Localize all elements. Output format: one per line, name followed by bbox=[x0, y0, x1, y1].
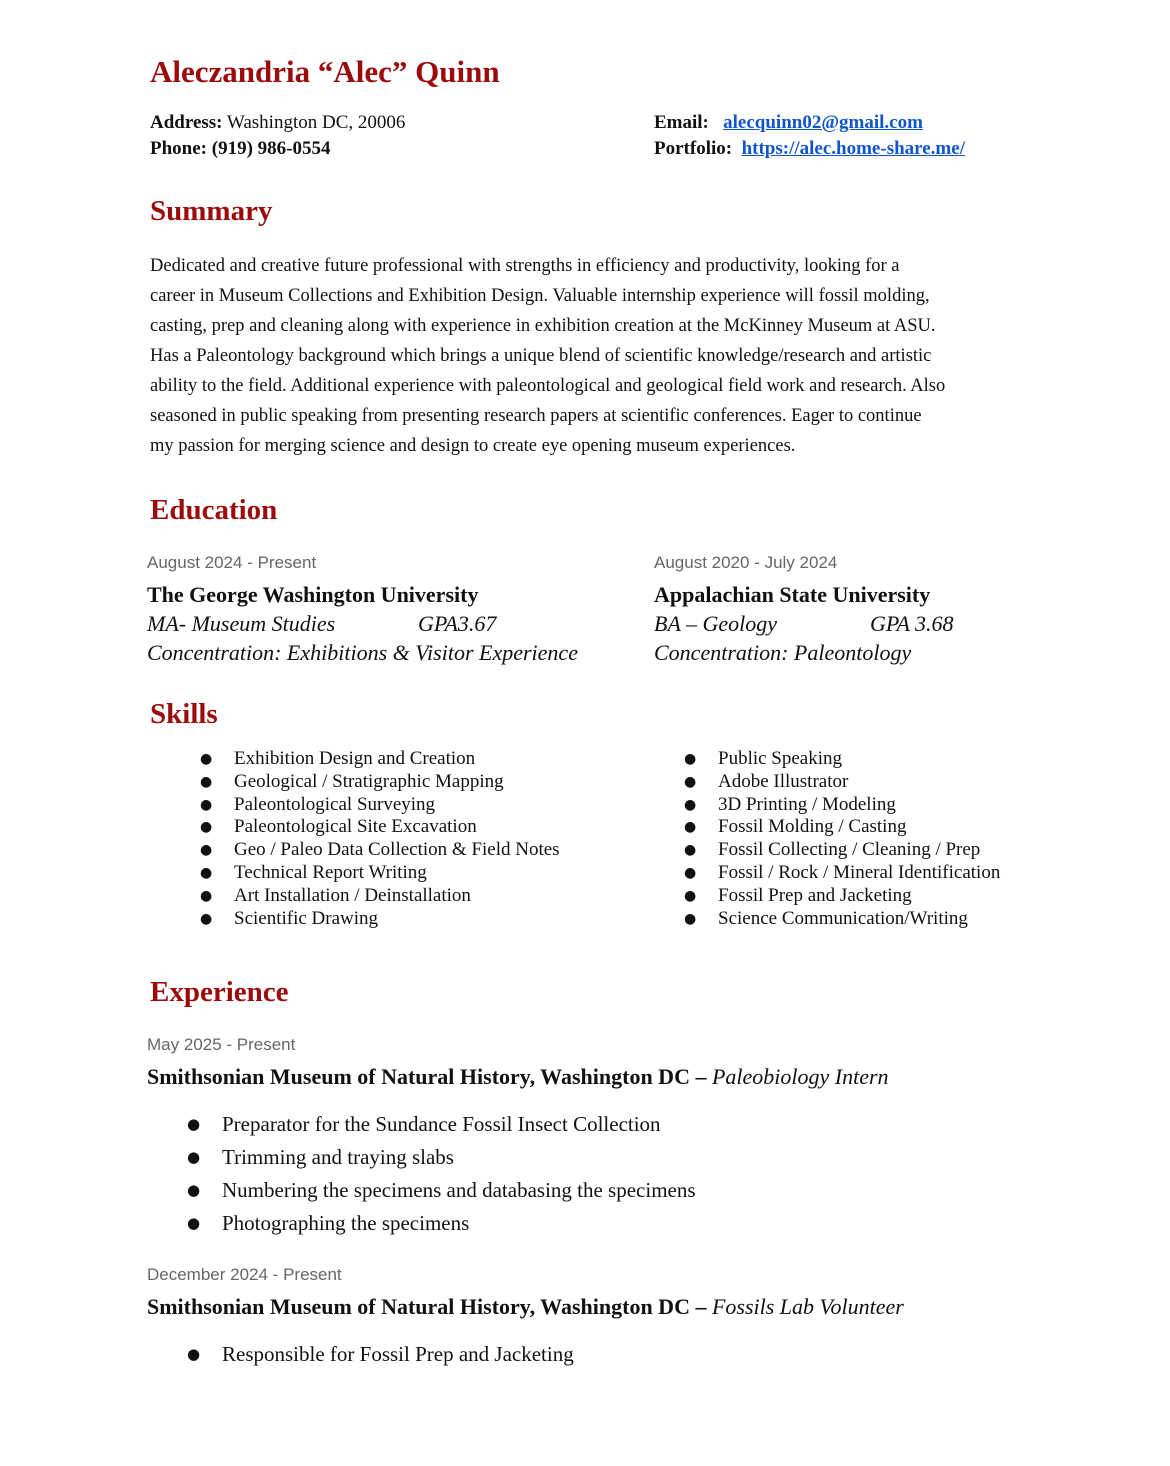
bullet-icon: ● bbox=[684, 751, 697, 767]
duty-label: Numbering the specimens and databasing the specimens bbox=[222, 1178, 696, 1202]
portfolio-label: Portfolio: bbox=[654, 138, 733, 159]
email-link[interactable]: alecquinn02@gmail.com bbox=[723, 112, 923, 133]
bullet-icon: ● bbox=[187, 1214, 201, 1232]
degree: BA – Geology bbox=[654, 611, 778, 636]
bullet-icon: ● bbox=[200, 751, 213, 767]
duty-item bbox=[147, 1141, 696, 1174]
concentration: Concentration: Exhibitions & Visitor Experience bbox=[147, 640, 578, 665]
skill-label: Adobe Illustrator bbox=[718, 770, 849, 792]
skill-label: Public Speaking bbox=[718, 748, 843, 769]
job-dates: December 2024 - Present bbox=[147, 1265, 342, 1284]
skills-list-left bbox=[150, 748, 560, 930]
bullet-icon: ● bbox=[200, 842, 213, 859]
skill-label: Fossil Prep and Jacketing bbox=[718, 884, 912, 906]
degree: MA- Museum Studies bbox=[147, 611, 336, 636]
bullet-icon: ● bbox=[200, 887, 213, 904]
job-role: Fossils Lab Volunteer bbox=[711, 1294, 904, 1319]
school-name: The George Washington University bbox=[147, 582, 479, 607]
summary-line: ability to the field. Additional experience with paleontological and geological field work and research. Also bbox=[150, 376, 946, 396]
skill-item bbox=[634, 885, 1000, 908]
bullet-icon: ● bbox=[684, 819, 697, 836]
resume-name: Aleczandria “Alec” Quinn bbox=[150, 54, 500, 89]
summary-line: my passion for merging science and design to create eye opening museum experiences. bbox=[150, 436, 796, 456]
summary-heading: Summary bbox=[150, 195, 273, 227]
duty-item bbox=[147, 1108, 696, 1141]
skill-item bbox=[150, 794, 560, 817]
skill-item bbox=[150, 748, 560, 771]
email-label: Email: bbox=[654, 112, 709, 133]
skill-item bbox=[634, 748, 1000, 771]
bullet-icon: ● bbox=[187, 1148, 201, 1166]
duty-item bbox=[147, 1174, 696, 1207]
summary-line: casting, prep and cleaning along with experience in exhibition creation at the McKinney Museum at ASU. bbox=[150, 316, 936, 336]
duty-item bbox=[147, 1207, 696, 1240]
skill-item bbox=[634, 908, 1000, 931]
job-title-line bbox=[147, 1064, 889, 1090]
job-role: Paleobiology Intern bbox=[711, 1064, 889, 1089]
skills-list-right bbox=[634, 748, 1000, 930]
bullet-icon: ● bbox=[684, 864, 697, 881]
bullet-icon: ● bbox=[187, 1115, 201, 1133]
skill-item bbox=[634, 771, 1000, 794]
skill-item bbox=[150, 908, 560, 931]
concentration: Concentration: Paleontology bbox=[654, 640, 912, 665]
job-duties bbox=[147, 1108, 696, 1240]
skill-label: Science Communication/Writing bbox=[718, 907, 968, 929]
bullet-icon: ● bbox=[684, 910, 697, 927]
skill-label: Fossil / Rock / Mineral Identification bbox=[718, 861, 1001, 883]
bullet-icon: ● bbox=[187, 1181, 201, 1199]
phone-label: Phone: bbox=[150, 138, 207, 159]
skills-heading: Skills bbox=[150, 698, 218, 730]
address-value: Washington DC, 20006 bbox=[226, 112, 406, 133]
skill-label: Exhibition Design and Creation bbox=[234, 748, 476, 769]
summary-line: seasoned in public speaking from presenting research papers at scientific conferences. Eager to continue bbox=[150, 406, 922, 426]
phone-line bbox=[150, 136, 330, 162]
bullet-icon: ● bbox=[200, 910, 213, 927]
skill-label: Geological / Stratigraphic Mapping bbox=[234, 770, 504, 792]
bullet-icon: ● bbox=[684, 887, 697, 904]
summary-line: career in Museum Collections and Exhibition Design. Valuable internship experience will fossil molding, bbox=[150, 286, 930, 306]
skill-label: Fossil Collecting / Cleaning / Prep bbox=[718, 839, 981, 861]
skill-item bbox=[150, 885, 560, 908]
skill-label: 3D Printing / Modeling bbox=[718, 793, 896, 815]
job-duties bbox=[147, 1338, 574, 1371]
job-org: Smithsonian Museum of Natural History, Washington DC – bbox=[147, 1064, 707, 1089]
skill-item bbox=[634, 794, 1000, 817]
skill-item bbox=[150, 816, 560, 839]
skill-label: Fossil Molding / Casting bbox=[718, 816, 907, 838]
address-line bbox=[150, 110, 405, 136]
duty-label: Responsible for Fossil Prep and Jacketing bbox=[222, 1342, 574, 1366]
job-dates: May 2025 - Present bbox=[147, 1035, 296, 1054]
bullet-icon: ● bbox=[684, 796, 697, 813]
education-dates: August 2024 - Present bbox=[147, 553, 317, 572]
bullet-icon: ● bbox=[187, 1345, 201, 1363]
portfolio-line bbox=[654, 136, 965, 162]
summary-line: Dedicated and creative future professional with strengths in efficiency and productivity, looking for a bbox=[150, 256, 900, 276]
gpa: GPA 3.68 bbox=[870, 611, 954, 636]
job-title-line bbox=[147, 1294, 904, 1320]
skill-label: Art Installation / Deinstallation bbox=[234, 884, 471, 906]
bullet-icon: ● bbox=[200, 773, 213, 790]
skill-item bbox=[150, 839, 560, 862]
experience-heading: Experience bbox=[150, 976, 289, 1008]
skill-item bbox=[634, 862, 1000, 885]
email-line bbox=[654, 110, 923, 136]
skill-item bbox=[634, 839, 1000, 862]
skill-item bbox=[150, 862, 560, 885]
skill-label: Paleontological Surveying bbox=[234, 793, 436, 815]
summary-text bbox=[150, 251, 1030, 461]
bullet-icon: ● bbox=[684, 842, 697, 859]
job-org: Smithsonian Museum of Natural History, Washington DC – bbox=[147, 1294, 707, 1319]
skill-item bbox=[150, 771, 560, 794]
duty-label: Preparator for the Sundance Fossil Insect Collection bbox=[222, 1112, 661, 1136]
phone-value: (919) 986-0554 bbox=[211, 138, 331, 159]
bullet-icon: ● bbox=[200, 796, 213, 813]
school-name: Appalachian State University bbox=[654, 582, 931, 607]
summary-line: Has a Paleontology background which brings a unique blend of scientific knowledge/research and artistic bbox=[150, 346, 932, 366]
duty-label: Photographing the specimens bbox=[222, 1211, 470, 1235]
bullet-icon: ● bbox=[200, 864, 213, 881]
skill-label: Geo / Paleo Data Collection & Field Notes bbox=[234, 839, 560, 861]
skill-item bbox=[634, 816, 1000, 839]
skill-label: Scientific Drawing bbox=[234, 907, 379, 929]
education-dates: August 2020 - July 2024 bbox=[654, 553, 838, 572]
education-heading: Education bbox=[150, 494, 278, 526]
bullet-icon: ● bbox=[200, 819, 213, 836]
portfolio-link[interactable]: https://alec.home-share.me/ bbox=[741, 138, 965, 159]
skill-label: Paleontological Site Excavation bbox=[234, 816, 477, 838]
gpa: GPA3.67 bbox=[418, 611, 497, 636]
bullet-icon: ● bbox=[684, 773, 697, 790]
address-label: Address: bbox=[150, 112, 223, 133]
skill-label: Technical Report Writing bbox=[234, 861, 427, 883]
duty-label: Trimming and traying slabs bbox=[222, 1145, 454, 1169]
duty-item bbox=[147, 1338, 574, 1371]
